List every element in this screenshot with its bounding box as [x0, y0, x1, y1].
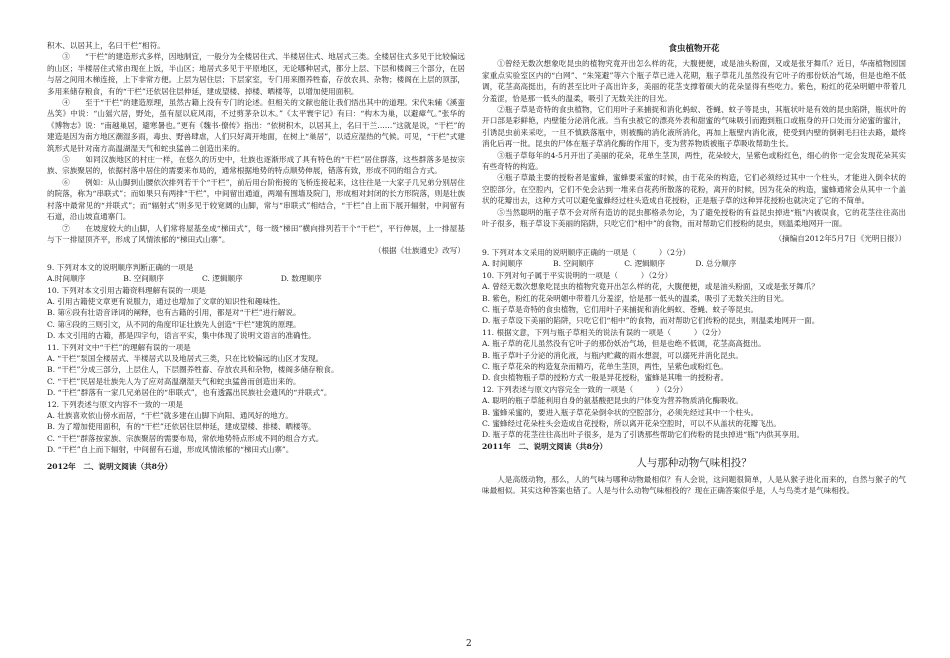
- question-12-option-d: D. 瓶子草的花茎往往高出叶子很多，是为了引诱那些帮助它们传粉的昆虫掉进“瓶”内供其享用。: [482, 430, 805, 440]
- question-10: 10. 下列对本文引用古籍资料理解有误的一项是: [47, 285, 206, 295]
- question-10-option-b: B. 紫色，粉红的花朵明媚中带着几分羞涩，恰是那一低头的温柔，吸引了无数关注的目光。: [482, 293, 789, 303]
- question-9-options: A.时间顺序 B. 空间顺序 C. 逻辑顺序 D. 数理顺序: [47, 274, 322, 284]
- question-10: 10. 下列对句子属于平实说明的一项是（ ）（2分）: [482, 270, 673, 280]
- question-11: 11. 下列对文中“干栏”的理解有误的一项是: [47, 342, 191, 352]
- paragraph: ⑦ 在坡度较大的山脚，人们常将屋基垒成“梯田式”，每一级“梯田”横向排列若干个“干栏”，平行伸展，上一排屋基与下一排屋顶齐平，形成了风情浓郁的“梯田式山寨”。: [47, 223, 465, 244]
- paragraph: 人是高级动物，那么，人的气味与哪种动物最相似？有人会说，这问题很简单，人是从猴子进化而来的，自然与猴子的气味最相似。其实这种答案也错了。人是与什么动物气味相投的？现在正确答案似乎是，人与鸟类才是气味相投。: [482, 474, 906, 496]
- question-10-option-a: A. 曾经无数次想象吃昆虫的植物究竟开出怎么样的花，大腹便便，或是油头粉面，又或是张牙舞爪？: [482, 282, 819, 292]
- question-12-option-b: B. 蜜蜂采蜜的，要进入瓶子草花朵倒伞状的空腔部分，必须先经过其中一个柱头。: [482, 407, 759, 417]
- section-heading: 2012年 二、说明文阅读（共8分）: [47, 461, 173, 471]
- question-11-option-a: A. 瓶子草的花儿虽然没有它叶子的那份妖冶气场，但是也绝不低调，花茎高高挺出。: [482, 339, 766, 349]
- question-10-option-b: B. 第⑥段有壮语音译词的阐释，也有古籍的引用，都是对“干栏”进行解说。: [47, 308, 301, 318]
- question-11-option-d: D. “干栏”群落有一家几兄弟居住的“串联式”，也有透露出民族社会遗风的“并联式”。: [47, 388, 332, 398]
- paragraph: ③瓶子草每年的4-5月开出了美丽的花朵，花单生茎顶，两性，花朵较大，呈紫色或粉红色，细心的你一定会发现花朵其实有些奇特的构造。: [482, 150, 906, 172]
- paragraph: ②瓶子草是奇特的食虫植物，它们用叶子来捕捉和消化蚂蚁、苍蝇、蚊子等昆虫，其瓶状叶是有效的昆虫陷阱，瓶状叶的开口部是彩鲜艳，内壁能分泌消化液。当有虫被它的漂亮外表和甜蜜的气味吸引而跑到瓶口或瓶身的开口处而分泌蜜的蜜汁，引诱昆虫前来采吃，一旦不慎跌落瓶中，则被酶的消化液所消化，再加上瓶壁内消化液，使受到内壁的倒刺毛扫往去路，最终消化后再一批。昆虫的尸体在瓶子草消化酶的作用下，变为营养物质被瓶子草吸收帮助生长。: [482, 105, 906, 149]
- question-12-option-a: A. 聪明的瓶子草能利用自身的氨基酸把昆虫的尸体变为营养物质消化酶吸收。: [482, 396, 743, 406]
- section-heading: 2011年 二、说明文阅读（共8分）: [482, 441, 608, 451]
- question-9: 9. 下列对本文采用的说明顺序正确的一项是（ ）（2分）: [482, 247, 691, 257]
- question-12-option-c: C. “干栏”群落按家族、宗族聚居的需要布局，常依地势特点形成不同的组合方式。: [47, 433, 324, 443]
- question-12: 12. 下列表述与原文内容完全一致的一项是（ ）（2分）: [482, 384, 688, 394]
- question-12: 12. 下列表述与原文内容不一致的一项是: [47, 399, 183, 409]
- question-12-option-a: A. 壮族喜欢依山傍水而居，“干栏”就多建在山脚下向阳、通风好的地方。: [47, 411, 293, 420]
- question-9: 9. 下列对本文的说明顺序判断正确的一项是: [47, 262, 194, 272]
- question-11-option-a: A. “干栏”泵国全楼居式、半楼居式以及地居式三类，只在比较偏远的山区才发现。: [47, 353, 324, 363]
- paragraph: 积木、以居其上，名曰干栏”相符。: [47, 41, 165, 50]
- paragraph: ④ 至于“干栏”的建造原理，虽然古籍上没有专门的论述。但相关的文献也能让我们悟出其中的道理。宋代朱辅《溪蛮丛笑》中说：“山猺穴居，野处，虽有屋以庇风雨，不过剪茅杂以木。”《太平寰宇记》有曰：“构木为巢，以避瘴气。”张华的《博物志》说：“南越巢居，避寒暑也。”更有《魏书·僚传》指出：“依树积木，以居其上，名曰干兰……”这就是说，“干栏”的建造是因为南方地区潮湿多雨，毒虫、野兽肆虐，人们只好离开地面，在树上“巢居”，以适应湿热的气候。可见，“干栏”式建筑形式是针对南方高温湖湿天气和蛇虫猛兽二创造出来的。: [47, 98, 465, 153]
- question-12-option-d: D. “干栏”自上而下辐射，中间留有石道，形成风情浓郁的“梯田式山寨”。: [47, 445, 294, 455]
- right-column: [482, 40, 906, 496]
- question-10-option-c: C. 瓶子草是奇特的食虫植物，它们用叶子来捕捉和消化蚂蚁、苍蝇、蚊子等昆虫。: [482, 304, 759, 314]
- source-citation: （根据《壮族通史》改写）: [373, 246, 465, 256]
- question-11-option-c: C. 瓶子草花朵的构造复杂而精巧，花单生茎顶，两性，呈紫色或粉红色。: [482, 361, 728, 371]
- left-column: [47, 40, 465, 472]
- article-title: 食虫植物开花: [668, 44, 720, 54]
- question-11: 11. 根据文意，下列与瓶子草相关的说法有误的一项是（ ）（2分）: [482, 327, 726, 337]
- question-10-option-a: A. 引用古籍使文章更有说服力，通过也增加了文章的知识性和趣味性。: [47, 296, 286, 306]
- question-11-option-c: C. “干栏”民居是壮族先人为了应对高温潮湿天气和蛇虫猛兽而创造出来的。: [47, 376, 301, 386]
- paragraph: ④瓶子草最主要的授粉者是蜜蜂，蜜蜂要采蜜的时候，由于花朵的构造，它们必须经过其中一个柱头，才能进入倒伞状的空腔部分，在空腔内，它们不免会沾到一堆来自花药所散落的花粉，离开的时候，因为花朵的构造，蜜蜂通常会从其中一个盖状的花瓣出去，这种方式可以避免蜜蜂经过柱头造成自花授粉，正是瓶子草的这种异花授粉也就决定了它的不简单。: [482, 173, 906, 206]
- paragraph: ③ “干栏”的建造形式多样，因地制宜，一般分为全楼居住式、半楼居住式、地居式三类。全楼居住式多见于比较偏远的山区；半楼居住式常由现在上饭，半山区；地居式多见于平原地区，无论哪种居式，都分上层、下层和楼阁三个部分，在居与居之间用木梯连接，上下非常方便。上层为居住层；下层家室，专门用来圈养牲畜，存放农具、杂物；楼阁在上层的顶部，多用来储存粮食，有的“干栏”还依居住层伸延，建成望楼、掉楼、晒楼等，以增加使用面积。: [47, 52, 465, 96]
- paragraph: ①曾经无数次想象吃昆虫的植物究竟开出怎么样的花，大腹便便，或是油头粉面，又或是张牙舞爪？近日，华南植物园国家重点实验室区内的“白网”、“朱笼避”等六个瓶子草已进入花期，瓶子草花儿虽然没有它叶子的那份妖冶气场，但是也绝不低调，花茎高高挺出，有的甚至比叶子高出许多，美丽的花茎支撑着硕大的花朵显得有些吃力。紫色，粉红的花朵明媚中带着几分羞涩，恰是那一低头的温柔，吸引了无数关注的目光。: [482, 59, 906, 103]
- article-title: 人与那种动物气味相投？: [636, 457, 752, 470]
- paragraph: ⑤当然聪明的瓶子草不会对所有造访的昆虫都格杀勿论，为了避免授粉的有益昆虫掉进“瓶”内被误食，它的花茎往往高出叶子很多，瓶子草设下美丽的陷阱，只吃它们“相中”的食物，而对帮助它们授粉的昆虫，则温柔地网开一面。: [482, 207, 906, 229]
- question-12-option-c: C. 蜜蜂经过花朵柱头会造成自花授粉，所以离开花朵空腔时，可以不从盖状的花瓣飞出。: [482, 419, 781, 428]
- paragraph: ⑤ 如同汉族地区的村庄一样，在悠久的历史中，壮族也逐渐形成了具有特色的“干栏”居住群落，这些群落多是按宗族、宗族聚居的，依据村落中居住的需要来布局的，通常根据地势的特点顺势伸展，错落有致，形成不同的组合方式。: [47, 155, 465, 176]
- question-11-option-b: B. “干栏”分成三部分，上层住人，下层圈养牲畜、存放农具和杂物，楼阁多储存粮食。: [47, 365, 339, 375]
- question-10-option-d: D. 本文引用的古籍，都是四字句，语言平实，集中体现了说明文语言的准确性。: [47, 331, 316, 341]
- question-12-option-b: B. 为了增加使用面积，有的“干栏”还依居住层伸延，建成望楼、排楼、晒楼等。: [47, 422, 316, 432]
- question-11-option-b: B. 瓶子草叶子分泌的消化液，与瓶内贮藏的雨水想混，可以溺死并消化昆虫。: [482, 350, 743, 360]
- question-11-option-d: D. 食虫植物瓶子草的授粉方式一般是异花授粉，蜜蜂是其唯一的授粉者。: [482, 373, 729, 383]
- question-9-options: A. 时间顺序 B. 空间顺序 C. 逻辑顺序 D. 总分顺序: [482, 259, 737, 269]
- page-number: 2: [466, 639, 472, 649]
- question-10-option-c: C. 第④段的三则引文，从不同的角度印证壮族先人创造“干栏”建筑的原理。: [47, 319, 301, 329]
- source-citation: （摘编自2012年5月7日《光明日报》）: [774, 233, 906, 243]
- question-10-option-d: D. 瓶子草设下美丽的陷阱，只吃它们“相中”的食物，而对帮助它们传粉的昆虫，则温柔地网开一面。: [482, 316, 820, 326]
- paragraph: ⑥ 例如：从山脚到山腰依次排列若干个“干栏”，前后用台阶衔接的飞桥连接起来，这往往是一大家子几兄弟分别居住的院落，称为“串联式”；而如果只有两排“干栏”，中间留出通道，两端有围墙及院门，形成相对封闭的长方形院落，则是壮族村落中最常见的“并联式”；而“辐射式”则多见于较宽阔的山脚，常与“串联式”相结合，“干栏”自上而下展开辐射，中间留有石道，沿山坡直通寨门。: [47, 177, 465, 222]
